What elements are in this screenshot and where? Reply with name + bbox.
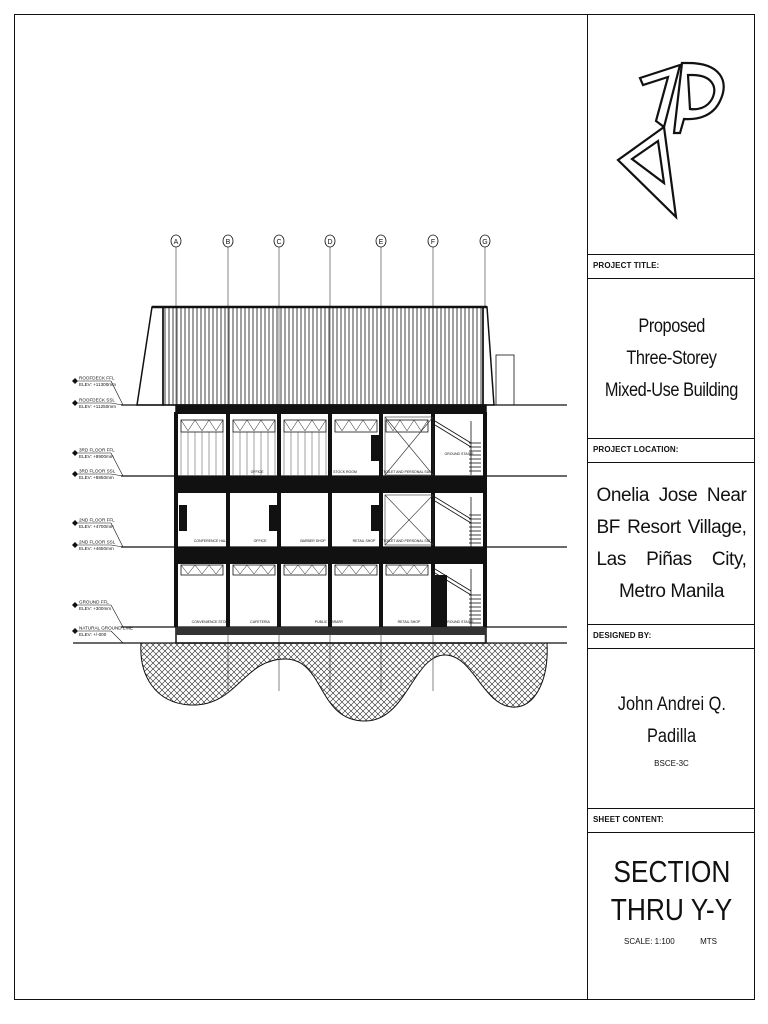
room-label: OFFICE xyxy=(250,470,264,474)
project-title-line: Three-Storey xyxy=(626,347,717,369)
level-marker-icon xyxy=(72,400,78,406)
stair-rail xyxy=(435,501,471,523)
roof-right-gable xyxy=(483,307,494,405)
level-name: 2ND FLOOR FFL xyxy=(79,517,115,523)
level-elev: ELEV: +4650mm xyxy=(79,546,114,551)
stair-rail xyxy=(435,425,471,447)
scale-text: SCALE: 1:100 xyxy=(624,937,675,946)
level-elev: ELEV: +4700mm xyxy=(79,524,114,529)
room-label: GROUND STAIRS xyxy=(444,452,474,456)
window xyxy=(181,420,223,432)
window xyxy=(233,420,275,432)
project-title-label: PROJECT TITLE: xyxy=(593,261,660,270)
column xyxy=(226,412,230,627)
level-marker-icon xyxy=(72,378,78,384)
drawing-sheet xyxy=(14,14,755,1000)
grid-label: B xyxy=(225,239,231,246)
room-label: TOILET AND PERSONAL SUITE xyxy=(383,539,435,543)
designed-by-label: DESIGNED BY: xyxy=(593,631,652,640)
room-label: GROUND STAIRS xyxy=(444,620,474,624)
level-name: NATURAL GROUND LINE xyxy=(79,625,134,631)
grid-label: E xyxy=(378,239,384,246)
logo-box xyxy=(588,15,755,255)
level-marker-icon xyxy=(72,602,78,608)
grid-label: C xyxy=(276,239,282,246)
level-elev: ELEV: +11300mm xyxy=(79,382,116,387)
designer-name-line: Padilla xyxy=(646,726,697,747)
level-marker-icon xyxy=(72,450,78,456)
units-text: MTS xyxy=(700,937,717,946)
level-elev: ELEV: +8900mm xyxy=(79,454,114,459)
room-label: CAFETERIA xyxy=(250,620,270,624)
level-name: 3RD FLOOR SSL xyxy=(79,468,116,474)
grid-label: G xyxy=(482,239,488,246)
grid-label: A xyxy=(173,239,179,246)
level-marker-icon xyxy=(72,471,78,477)
roof-left-gable xyxy=(137,307,163,405)
grid-label: F xyxy=(430,239,436,246)
room-label: CONVENIENCE STORE xyxy=(191,620,231,624)
level-elev: ELEV: +11250mm xyxy=(79,404,116,409)
sheet-content-line: SECTION xyxy=(612,854,731,889)
level-elev: ELEV: +/-000 xyxy=(79,632,107,637)
level-elev: ELEV: +300mm xyxy=(79,606,112,611)
window xyxy=(284,420,326,432)
roof-sheet xyxy=(163,307,483,405)
room-label: RETAIL SHOP xyxy=(352,539,376,543)
level-name: ROOFDECK SSL xyxy=(79,397,115,403)
window xyxy=(335,420,377,432)
room-label: OFFICE xyxy=(253,539,267,543)
column xyxy=(379,412,383,627)
designer-name-line: John Andrei Q. xyxy=(617,694,726,715)
level-marker-icon xyxy=(72,628,78,634)
column xyxy=(328,412,332,627)
title-block xyxy=(587,15,755,999)
section-drawing xyxy=(15,15,587,999)
column xyxy=(277,412,281,627)
room-label: STOCK ROOM xyxy=(333,470,357,474)
project-location-label: PROJECT LOCATION: xyxy=(593,445,679,454)
project-location: Onelia Jose Near BF Resort Village, Las Piñas City, Metro Manila xyxy=(596,484,747,602)
sheet-content-line: THRU Y-Y xyxy=(610,892,733,927)
column xyxy=(483,412,487,627)
project-title-line: Mixed-Use Building xyxy=(604,379,739,401)
level-name: 3RD FLOOR FFL xyxy=(79,447,115,453)
designer-section: BSCE-3C xyxy=(654,759,689,768)
level-name: 2ND FLOOR SSL xyxy=(79,539,116,545)
grid-label: D xyxy=(327,239,333,246)
column xyxy=(174,412,178,627)
project-title-line: Proposed xyxy=(638,315,705,337)
room-label: CONFERENCE HALL xyxy=(193,539,229,543)
building-section-svg xyxy=(15,15,587,999)
level-name: ROOFDECK FFL xyxy=(79,375,115,381)
room-label: PUBLIC LIBRARY xyxy=(314,620,344,624)
level-marker-icon xyxy=(72,542,78,548)
room-label: TOILET AND PERSONAL SUITE xyxy=(383,470,435,474)
level-name: GROUND FFL xyxy=(79,599,109,605)
sheet-content-label: SHEET CONTENT: xyxy=(593,815,664,824)
level-elev: ELEV: +8850mm xyxy=(79,475,114,480)
ground-earth-hatch xyxy=(141,643,547,721)
level-marker-icon xyxy=(72,520,78,526)
room-label: RETAIL SHOP xyxy=(397,620,421,624)
jp-logo-icon xyxy=(588,15,755,253)
room-label: BARBER SHOP xyxy=(300,539,326,543)
